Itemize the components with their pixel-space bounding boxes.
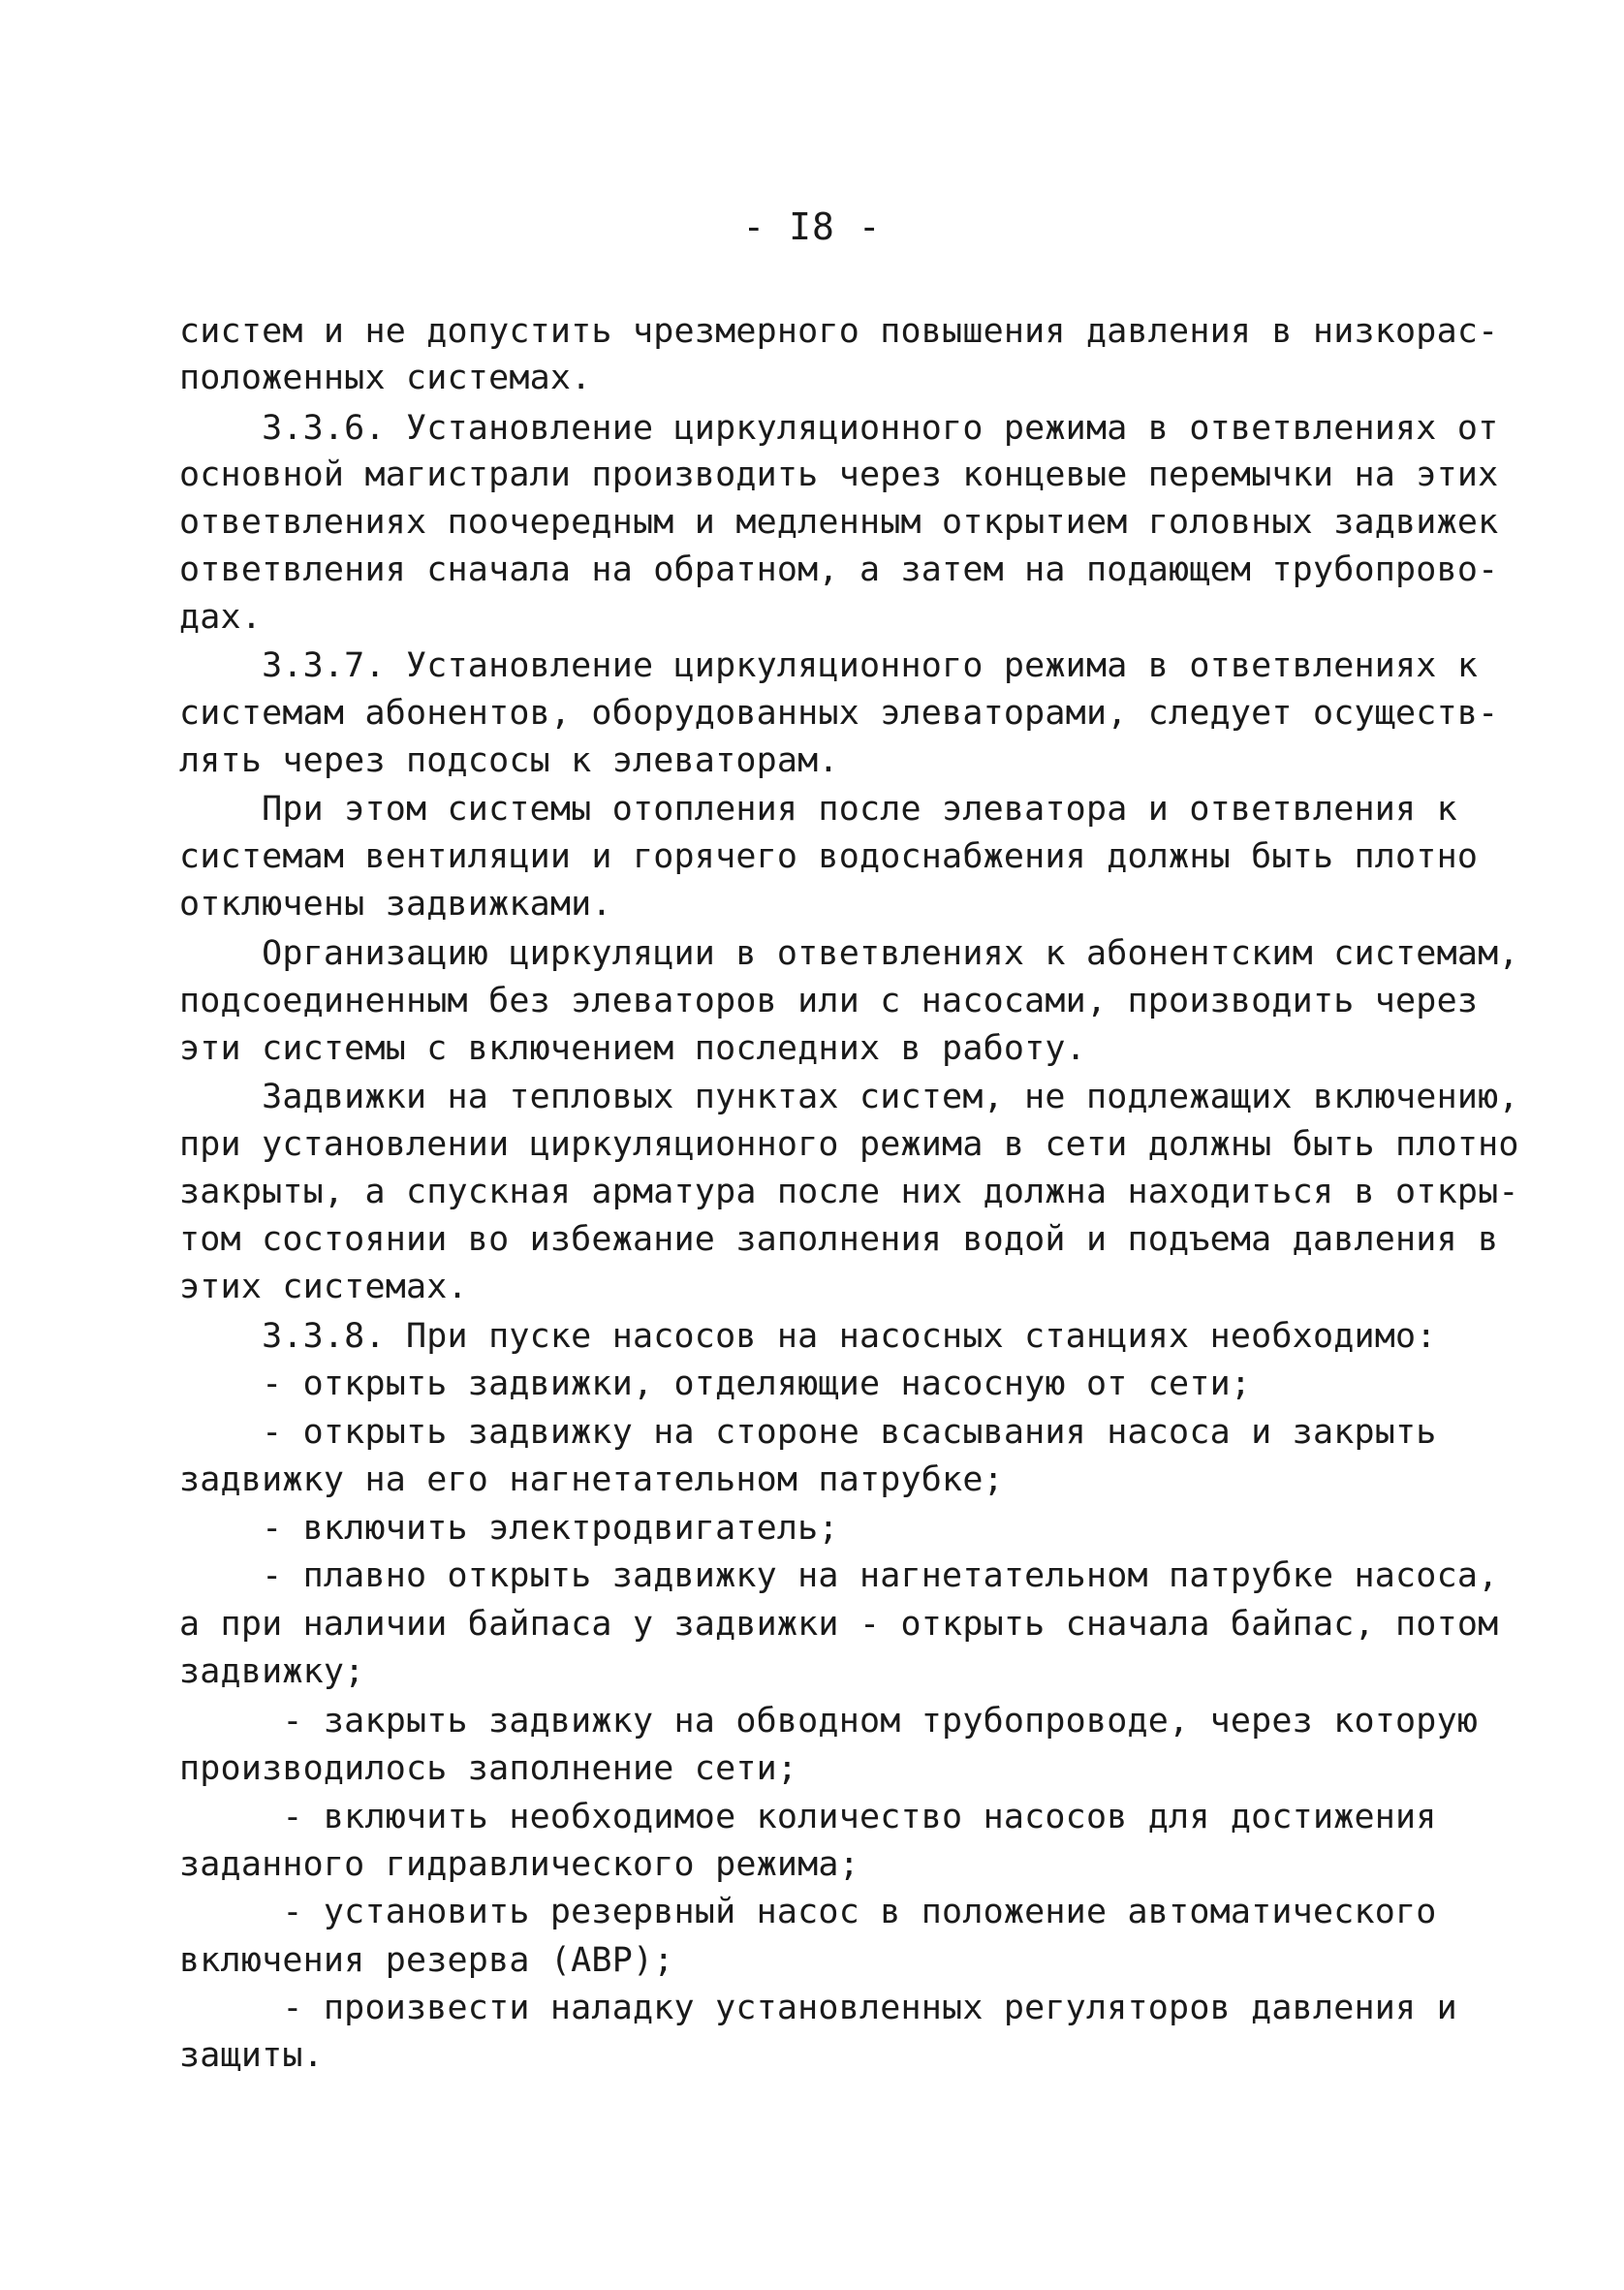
text-line: - включить электродвигатель; [179, 1509, 839, 1548]
text-line: 3.3.6. Установление циркуляционного режима в ответвлениях от [179, 409, 1499, 448]
text-line: заданного гидравлического режима; [179, 1845, 859, 1884]
text-line: При этом системы отопления после элеватора и ответвления к [179, 790, 1457, 829]
text-line: - открыть задвижки, отделяющие насосную от сети; [179, 1365, 1252, 1403]
text-line: положенных системах. [179, 359, 592, 397]
text-line: закрыты, а спускная арматура после них должна находиться в откры- [179, 1173, 1519, 1211]
text-line: 3.3.7. Установление циркуляционного режима в ответвлениях к [179, 646, 1479, 685]
text-line: этих системах. [179, 1268, 468, 1306]
text-line: системам абонентов, оборудованных элеваторами, следует осуществ- [179, 694, 1499, 733]
text-line: производилось заполнение сети; [179, 1749, 798, 1788]
text-line: ответвлениях поочередным и медленным открытием головных задвижек [179, 503, 1499, 542]
text-line: том состоянии во избежание заполнения водой и подъема давления в [179, 1220, 1499, 1259]
text-line: - плавно открыть задвижку на нагнетательном патрубке насоса, [179, 1556, 1499, 1595]
text-line: задвижку на его нагнетательном патрубке; [179, 1460, 1004, 1499]
text-line: лять через подсосы к элеваторам. [179, 741, 839, 780]
page-number: - I8 - [742, 205, 882, 248]
text-line: 3.3.8. При пуске насосов на насосных станциях необходимо: [179, 1317, 1437, 1356]
text-line: при установлении циркуляционного режима в сети должны быть плотно [179, 1125, 1519, 1164]
text-line: - произвести наладку установленных регуляторов давления и [179, 1989, 1457, 2027]
text-line: эти системы с включением последних в работу. [179, 1029, 1086, 1068]
text-line: а при наличии байпаса у задвижки - открыть сначала байпас, потом [179, 1605, 1499, 1644]
text-line: системам вентиляции и горячего водоснабжения должны быть плотно [179, 837, 1479, 876]
text-line: - открыть задвижку на стороне всасывания насоса и закрыть [179, 1413, 1437, 1452]
text-line: - включить необходимое количество насосов для достижения [179, 1798, 1437, 1836]
text-line: систем и не допустить чрезмерного повышения давления в низкорас- [179, 312, 1499, 351]
text-line: отключены задвижками. [179, 885, 612, 924]
text-line: основной магистрали производить через концевые перемычки на этих [179, 455, 1499, 494]
text-line: - установить резервный насос в положение автоматического [179, 1893, 1437, 1931]
text-line: Организацию циркуляции в ответвлениях к абонентским системам, [179, 934, 1519, 973]
text-line: задвижку; [179, 1652, 365, 1691]
text-line: ответвления сначала на обратном, а затем на подающем трубопрово- [179, 550, 1499, 589]
text-line: включения резерва (АВР); [179, 1941, 674, 1980]
text-line: подсоединенным без элеваторов или с насосами, производить через [179, 982, 1479, 1020]
text-line: - закрыть задвижку на обводном трубопроводе, через которую [179, 1702, 1479, 1741]
text-line: дах. [179, 598, 263, 637]
text-line: Задвижки на тепловых пунктах систем, не подлежащих включению, [179, 1078, 1519, 1116]
text-line: защиты. [179, 2036, 324, 2075]
